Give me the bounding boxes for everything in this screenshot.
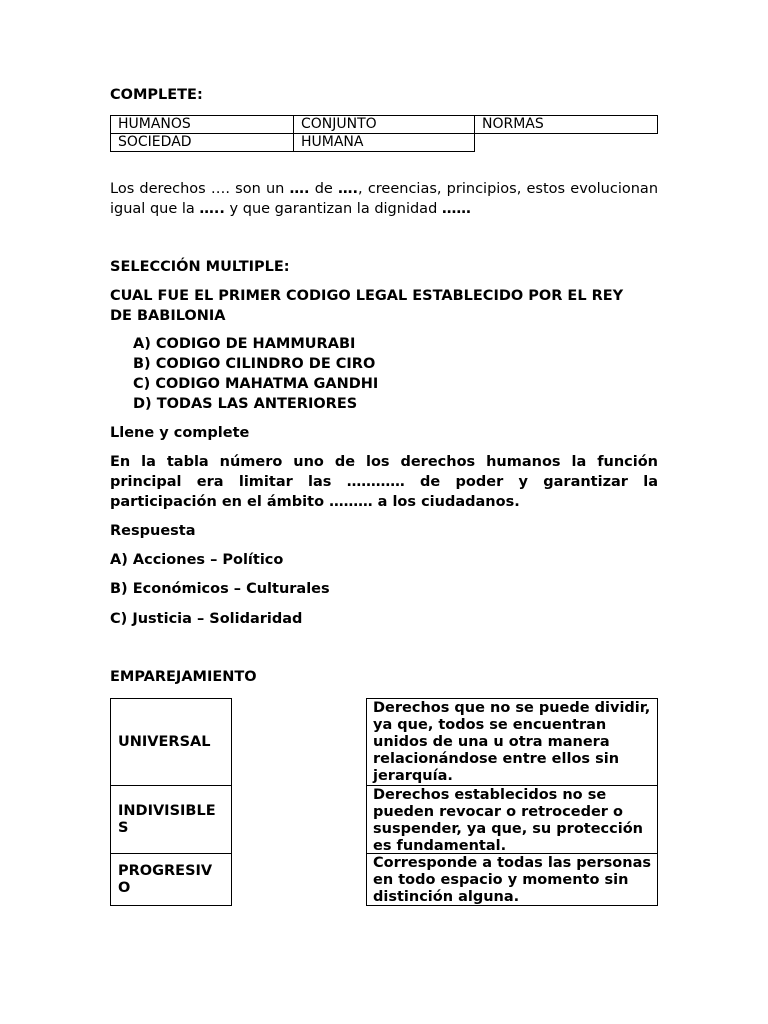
matching-term — [110, 785, 232, 854]
multiple-choice-heading: SELECCIÓN MULTIPLE: — [110, 259, 290, 275]
fill-text: de — [309, 181, 339, 197]
fill-text: son un — [229, 181, 290, 197]
fill-blank: …… — [441, 201, 471, 217]
matching-definition: Derechos establecidos no se pueden revocar o retroceder o suspender, ya que, su protección es fundamental. — [366, 785, 658, 854]
matching-term — [110, 698, 232, 786]
matching-heading: EMPAREJAMIENTO — [110, 669, 257, 685]
fill-blank: …. — [289, 181, 310, 197]
fill-in-paragraph — [110, 179, 658, 219]
matching-term — [110, 853, 232, 906]
answer-option-b: B) Económicos – Culturales — [110, 581, 330, 597]
option-b: B) CODIGO CILINDRO DE CIRO — [133, 356, 376, 372]
complete-heading: COMPLETE: — [110, 87, 203, 103]
matching-term-label: UNIVERSAL — [118, 733, 211, 750]
option-a: A) CODIGO DE HAMMURABI — [133, 336, 356, 352]
matching-definition: Corresponde a todas las personas en todo espacio y momento sin distinción alguna. — [366, 853, 658, 906]
answer-option-c: C) Justicia – Solidaridad — [110, 611, 303, 627]
fill-section-paragraph: En la tabla número uno de los derechos humanos la función principal era limitar las ………… de poder y garantizar la participación en el ámbito ……… a los ciudadanos. — [110, 454, 658, 510]
fill-blank: …. — [338, 181, 359, 197]
question-line-2: DE BABILONIA — [110, 308, 226, 324]
question-line-1: CUAL FUE EL PRIMER CODIGO LEGAL ESTABLECIDO POR EL REY — [110, 288, 624, 304]
answer-heading: Respuesta — [110, 523, 196, 539]
fill-blank: ….. — [199, 201, 225, 217]
fill-text: y que garantizan la dignidad — [224, 201, 442, 217]
fill-text: , creencias, principios, estos evolucionan igual que la — [110, 181, 659, 217]
word-bank-cell: NORMAS — [474, 115, 658, 134]
word-bank-table — [110, 115, 658, 152]
fill-section-heading: Llene y complete — [110, 425, 250, 441]
word-bank-cell: SOCIEDAD — [110, 133, 294, 152]
matching-definition: Derechos que no se puede dividir, ya que, todos se encuentran unidos de una u otra manera relacionándose entre ellos sin jerarquía. — [366, 698, 658, 786]
answer-option-a: A) Acciones – Político — [110, 552, 284, 568]
option-d: D) TODAS LAS ANTERIORES — [133, 396, 358, 412]
option-c: C) CODIGO MAHATMA GANDHI — [133, 376, 379, 392]
word-bank-cell: HUMANA — [293, 133, 475, 152]
matching-term-label: PROGRESIV O — [118, 862, 213, 896]
word-bank-cell: CONJUNTO — [293, 115, 475, 134]
word-bank-cell: HUMANOS — [110, 115, 294, 134]
matching-term-label: INDIVISIBLE S — [118, 802, 216, 836]
fill-text: Los derechos …. — [110, 181, 230, 197]
